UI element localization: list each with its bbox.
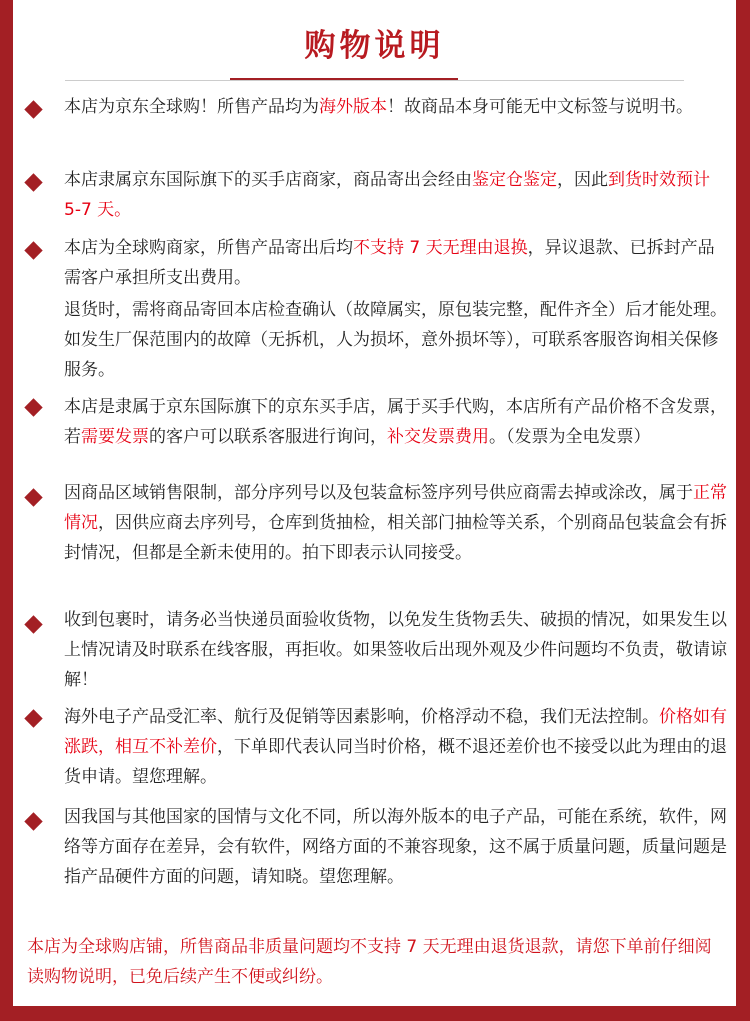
body-text: 因我国与其他国家的国情与文化不同，所以海外版本的电子产品，可能在系统，软件，网络等方面存在差异，会有软件，网络方面的不兼容现象，这不属于质量问题，质量问题是指产品硬件方面的问题，请知晓。望您理解。	[64, 807, 727, 887]
body-text: 收到包裹时，请务必当快递员面验收货物，以免发生货物丢失、破损的情况，如果发生以上情况请及时联系在线客服，再拒收。如果签收后出现外观及少件问题均不负责，敬请谅解！	[64, 610, 727, 690]
notice-item-continuation	[64, 295, 729, 385]
highlight-text: 补交发票费用	[387, 427, 489, 447]
notice-item	[64, 92, 729, 122]
notice-item	[64, 702, 729, 792]
diamond-bullet-icon	[24, 398, 42, 416]
notice-item	[64, 478, 729, 568]
diamond-bullet-icon	[24, 100, 42, 118]
diamond-bullet-icon	[24, 709, 42, 727]
body-text: 的客户可以联系客服进行询问，	[149, 427, 387, 447]
body-text: 海外电子产品受汇率、航行及促销等因素影响，价格浮动不稳，我们无法控制。	[64, 707, 659, 727]
body-text: 退货时，需将商品寄回本店检查确认（故障属实，原包装完整，配件齐全）后才能处理。如发生厂保范围内的故障（无拆机，人为损坏，意外损坏等），可联系客服咨询相关保修服务。	[64, 300, 727, 380]
body-text: 本店为全球购商家，所售产品寄出后均	[64, 238, 353, 258]
notice-item	[64, 392, 729, 452]
highlight-text: 不支持 7 天无理由退换	[353, 238, 528, 258]
notice-item	[64, 605, 729, 695]
document-panel	[13, 0, 736, 1006]
highlight-text: 价格如有涨跌，相互不补差价	[64, 707, 727, 757]
diamond-bullet-icon	[24, 812, 42, 830]
body-text: ，因此	[557, 170, 608, 190]
notice-item	[64, 233, 729, 293]
divider	[65, 80, 684, 81]
diamond-bullet-icon	[24, 241, 42, 259]
footer-notice: 本店为全球购店铺，所售商品非质量问题均不支持 7 天无理由退货退款，请您下单前仔细阅读购物说明，已免后续产生不便或纠纷。	[27, 937, 712, 987]
highlight-text: 鉴定仓鉴定	[472, 170, 557, 190]
body-text: 本店是隶属于京东国际旗下的京东买手店，属于买手代购，本店所有产品价格不含发票，若	[64, 397, 727, 447]
highlight-text: 正常情况	[64, 483, 727, 533]
page-title: 购物说明	[304, 28, 445, 64]
body-text: 本店为京东全球购！所售产品均为	[64, 97, 319, 117]
body-text: 因商品区域销售限制，部分序列号以及包装盒标签序列号供应商需去掉或涂改，属于	[64, 483, 693, 503]
body-text: ，下单即代表认同当时价格，概不退还差价也不接受以此为理由的退货申请。望您理解。	[64, 737, 727, 787]
body-text: 。（发票为全电发票）	[489, 427, 651, 447]
diamond-bullet-icon	[24, 173, 42, 191]
body-text: ，异议退款、已拆封产品需客户承担所支出费用。	[64, 238, 715, 288]
highlight-text: 海外版本	[319, 97, 387, 117]
highlight-text: 需要发票	[81, 427, 149, 447]
diamond-bullet-icon	[24, 488, 42, 506]
body-text: 本店隶属京东国际旗下的买手店商家，商品寄出会经由	[64, 170, 472, 190]
notice-item	[64, 802, 729, 892]
highlight-text: 到货时效预计 5-7 天。	[64, 170, 710, 220]
notice-item	[64, 165, 729, 225]
diamond-bullet-icon	[24, 615, 42, 633]
body-text: ！故商品本身可能无中文标签与说明书。	[387, 97, 693, 117]
body-text: ，因供应商去序列号，仓库到货抽检，相关部门抽检等关系，个别商品包装盒会有拆封情况，但都是全新未使用的。拍下即表示认同接受。	[64, 513, 727, 563]
